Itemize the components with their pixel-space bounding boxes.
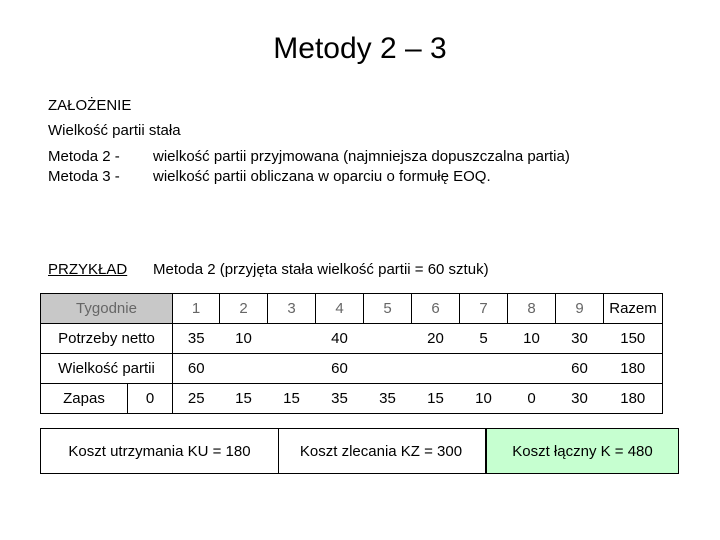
header-weeks-label: Tygodnie: [41, 294, 173, 324]
table-cell: 40: [316, 324, 364, 354]
ordering-cost-box: Koszt zlecania KZ = 300: [277, 428, 486, 474]
table-cell: 30: [556, 324, 604, 354]
method-2-label: Metoda 2 -: [48, 148, 120, 165]
table-row: [41, 354, 663, 384]
table-cell: [364, 354, 412, 384]
mrp-table: [40, 293, 663, 414]
table-cell: 60: [556, 354, 604, 384]
header-week-cell: 3: [268, 294, 316, 324]
row-label: Wielkość partii: [41, 354, 173, 384]
header-week-cell: 4: [316, 294, 364, 324]
page-title: Metody 2 – 3: [273, 32, 447, 65]
table-cell: 35: [316, 384, 364, 414]
header-total-cell: Razem: [604, 294, 663, 324]
header-week-cell: 7: [460, 294, 508, 324]
table-row-stock: [41, 384, 663, 414]
total-cost-box: Koszt łączny K = 480: [486, 428, 679, 474]
table-cell: 20: [412, 324, 460, 354]
table-cell: 25: [173, 384, 220, 414]
table-cell: 60: [173, 354, 220, 384]
table-row: [41, 324, 663, 354]
table-cell: [268, 354, 316, 384]
holding-cost-box: Koszt utrzymania KU = 180: [40, 428, 279, 474]
table-header-row: [41, 294, 663, 324]
table-total-cell: 180: [604, 384, 663, 414]
table-cell: [268, 324, 316, 354]
method-2-description: wielkość partii przyjmowana (najmniejsza dopuszczalna partia): [153, 148, 570, 165]
table-cell: [508, 354, 556, 384]
method-3-description: wielkość partii obliczana w oparciu o formułę EOQ.: [153, 168, 491, 185]
row-label: Zapas: [41, 384, 128, 414]
example-description: Metoda 2 (przyjęta stała wielkość partii = 60 sztuk): [153, 261, 489, 278]
table-cell: 15: [220, 384, 268, 414]
example-label: PRZYKŁAD: [48, 261, 128, 278]
header-week-cell: 1: [173, 294, 220, 324]
table-cell: 60: [316, 354, 364, 384]
row-label: Potrzeby netto: [41, 324, 173, 354]
table-total-cell: 150: [604, 324, 663, 354]
table-cell: 10: [508, 324, 556, 354]
table-cell: 35: [364, 384, 412, 414]
header-week-cell: 6: [412, 294, 460, 324]
initial-stock-cell: 0: [128, 384, 173, 414]
table-cell: 15: [268, 384, 316, 414]
table-cell: 30: [556, 384, 604, 414]
table-cell: 10: [220, 324, 268, 354]
table-cell: [220, 354, 268, 384]
table-cell: 10: [460, 384, 508, 414]
header-week-cell: 2: [220, 294, 268, 324]
assumption-heading: ZAŁOŻENIE: [48, 97, 132, 114]
table-cell: [412, 354, 460, 384]
table-total-cell: 180: [604, 354, 663, 384]
table-cell: 5: [460, 324, 508, 354]
table-cell: 15: [412, 384, 460, 414]
header-week-cell: 8: [508, 294, 556, 324]
table-cell: [364, 324, 412, 354]
header-week-cell: 9: [556, 294, 604, 324]
assumption-subheading: Wielkość partii stała: [48, 122, 181, 139]
table-cell: 35: [173, 324, 220, 354]
method-3-label: Metoda 3 -: [48, 168, 120, 185]
table-cell: 0: [508, 384, 556, 414]
table-cell: [460, 354, 508, 384]
header-week-cell: 5: [364, 294, 412, 324]
